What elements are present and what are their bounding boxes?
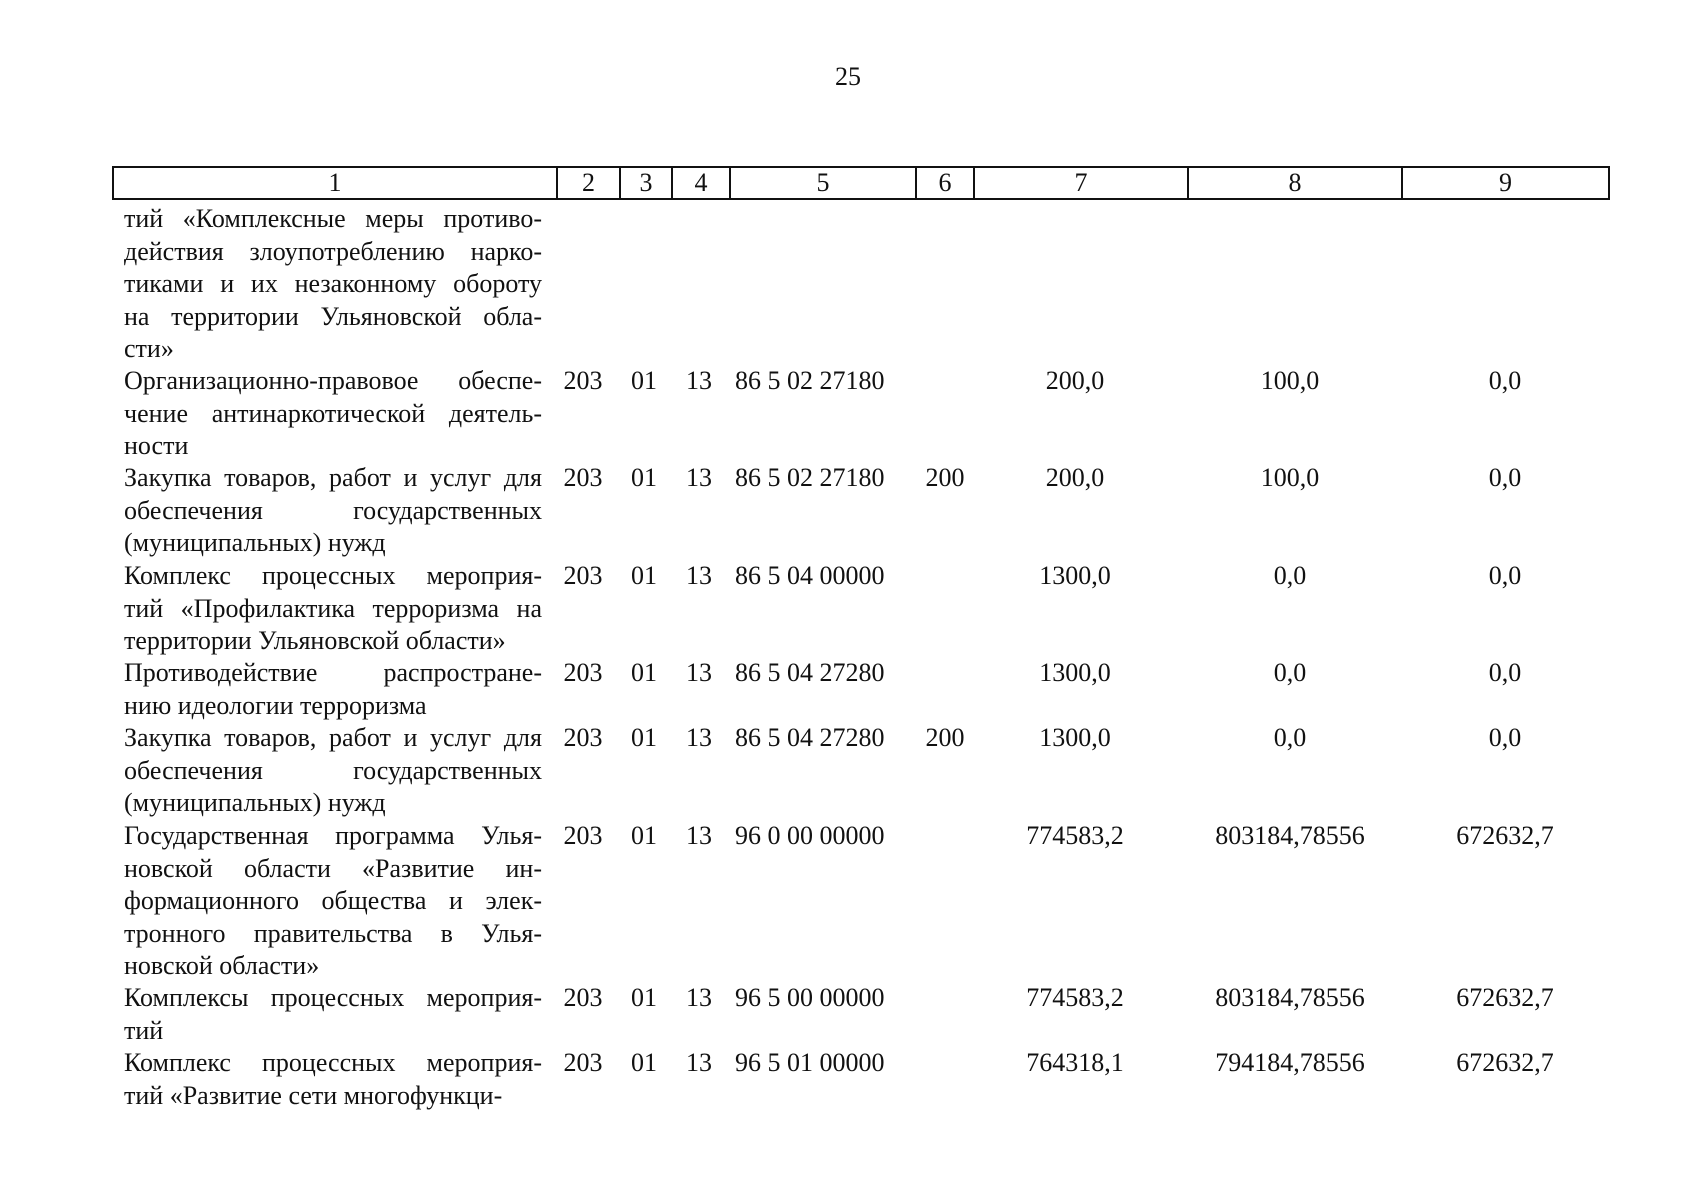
code-3: 01: [631, 463, 657, 492]
row-description: [124, 560, 542, 658]
description-line: новской области «Развитие ин-: [124, 853, 542, 883]
header-col-3: 3: [620, 167, 672, 199]
amount-8: 0,0: [1273, 658, 1307, 687]
header-col-8: 8: [1188, 167, 1402, 199]
amount-7: 1300,0: [1039, 658, 1111, 687]
code-5: 96 5 01 00000: [735, 1048, 885, 1077]
description-line: Закупка товаров, работ и услуг для: [124, 463, 542, 492]
description-line: (муниципальных) нужд: [124, 528, 386, 557]
header-col-4: 4: [672, 167, 730, 199]
code-4: 13: [686, 366, 712, 395]
amount-9: 0,0: [1488, 463, 1522, 492]
row-description: [124, 982, 542, 1047]
description-line: тий «Развитие сети многофункци-: [124, 1080, 503, 1110]
header-col-9: 9: [1402, 167, 1609, 199]
code-2: 203: [563, 463, 603, 492]
amount-7: 774583,2: [1026, 821, 1124, 850]
amount-7: 764318,1: [1026, 1048, 1124, 1077]
code-4: 13: [686, 658, 712, 687]
amount-7: 200,0: [1045, 366, 1105, 395]
code-3: 01: [631, 1048, 657, 1077]
code-6: 200: [925, 723, 965, 752]
code-3: 01: [631, 366, 657, 395]
description-line: нию идеологии терроризма: [124, 690, 427, 720]
amount-8: 0,0: [1273, 561, 1307, 590]
amount-7: 774583,2: [1026, 983, 1124, 1012]
description-line: обеспечения государственных: [124, 495, 542, 525]
description-line: тий: [124, 1015, 164, 1045]
table-header: [112, 166, 1610, 200]
description-line: формационного общества и элек-: [124, 886, 542, 915]
amount-9: 0,0: [1488, 366, 1522, 395]
amount-9: 0,0: [1488, 561, 1522, 590]
header-row: [113, 167, 1609, 199]
row-description: [124, 203, 542, 366]
code-3: 01: [631, 658, 657, 687]
code-6: 200: [925, 463, 965, 492]
amount-9: 672632,7: [1456, 983, 1554, 1012]
header-col-6: 6: [916, 167, 974, 199]
code-4: 13: [686, 463, 712, 492]
description-line: обеспечения государственных: [124, 755, 542, 785]
code-2: 203: [563, 983, 603, 1012]
description-line: Комплекс процессных мероприя-: [124, 1048, 542, 1077]
amount-8: 803184,78556: [1215, 821, 1365, 850]
amount-7: 1300,0: [1039, 723, 1111, 752]
description-line: Комплексы процессных мероприя-: [124, 983, 542, 1012]
description-line: территории Ульяновской области»: [124, 626, 506, 655]
code-2: 203: [563, 561, 603, 590]
code-3: 01: [631, 983, 657, 1012]
code-5: 86 5 02 27180: [735, 463, 885, 492]
description-line: тронного правительства в Улья-: [124, 918, 542, 948]
header-col-2: 2: [557, 167, 620, 199]
description-line: сти»: [124, 334, 174, 363]
header-col-5: 5: [730, 167, 916, 199]
description-line: Закупка товаров, работ и услуг для: [124, 723, 542, 752]
row-description: [124, 657, 542, 722]
amount-7: 1300,0: [1039, 561, 1111, 590]
code-2: 203: [563, 658, 603, 687]
code-5: 86 5 04 00000: [735, 561, 885, 590]
code-3: 01: [631, 561, 657, 590]
description-line: действия злоупотреблению нарко-: [124, 236, 542, 266]
code-3: 01: [631, 821, 657, 850]
description-line: тиками и их незаконному обороту: [124, 269, 542, 298]
code-5: 96 0 00 00000: [735, 821, 885, 850]
description-line: Комплекс процессных мероприя-: [124, 561, 542, 590]
description-line: ности: [124, 431, 189, 460]
description-line: новской области»: [124, 951, 320, 980]
description-line: чение антинаркотической деятель-: [124, 398, 542, 428]
code-2: 203: [563, 821, 603, 850]
code-3: 01: [631, 723, 657, 752]
description-line: (муниципальных) нужд: [124, 788, 386, 817]
header-col-7: 7: [974, 167, 1188, 199]
code-2: 203: [563, 366, 603, 395]
description-line: Государственная программа Улья-: [124, 821, 542, 850]
code-4: 13: [686, 723, 712, 752]
amount-9: 0,0: [1488, 723, 1522, 752]
row-description: [124, 462, 542, 560]
amount-8: 100,0: [1260, 463, 1320, 492]
amount-8: 100,0: [1260, 366, 1320, 395]
amount-8: 0,0: [1273, 723, 1307, 752]
amount-7: 200,0: [1045, 463, 1105, 492]
description-line: тий «Комплексные меры противо-: [124, 204, 542, 233]
amount-9: 672632,7: [1456, 1048, 1554, 1077]
code-4: 13: [686, 821, 712, 850]
description-line: тий «Профилактика терроризма на: [124, 593, 542, 623]
code-4: 13: [686, 1048, 712, 1077]
code-5: 86 5 04 27280: [735, 723, 885, 752]
header-col-1: 1: [113, 167, 557, 199]
page-number: 25: [835, 62, 861, 91]
description-line: Противодействие распростране-: [124, 658, 542, 687]
code-2: 203: [563, 1048, 603, 1077]
code-5: 86 5 04 27280: [735, 658, 885, 687]
amount-9: 672632,7: [1456, 821, 1554, 850]
row-description: [124, 722, 542, 820]
description-line: Организационно-правовое обеспе-: [124, 366, 542, 395]
code-5: 86 5 02 27180: [735, 366, 885, 395]
amount-9: 0,0: [1488, 658, 1522, 687]
row-description: [124, 820, 542, 983]
code-4: 13: [686, 561, 712, 590]
amount-8: 803184,78556: [1215, 983, 1365, 1012]
code-2: 203: [563, 723, 603, 752]
row-description: [124, 1047, 542, 1112]
code-5: 96 5 00 00000: [735, 983, 885, 1012]
description-line: на территории Ульяновской обла-: [124, 301, 542, 331]
code-4: 13: [686, 983, 712, 1012]
amount-8: 794184,78556: [1215, 1048, 1365, 1077]
row-description: [124, 365, 542, 463]
